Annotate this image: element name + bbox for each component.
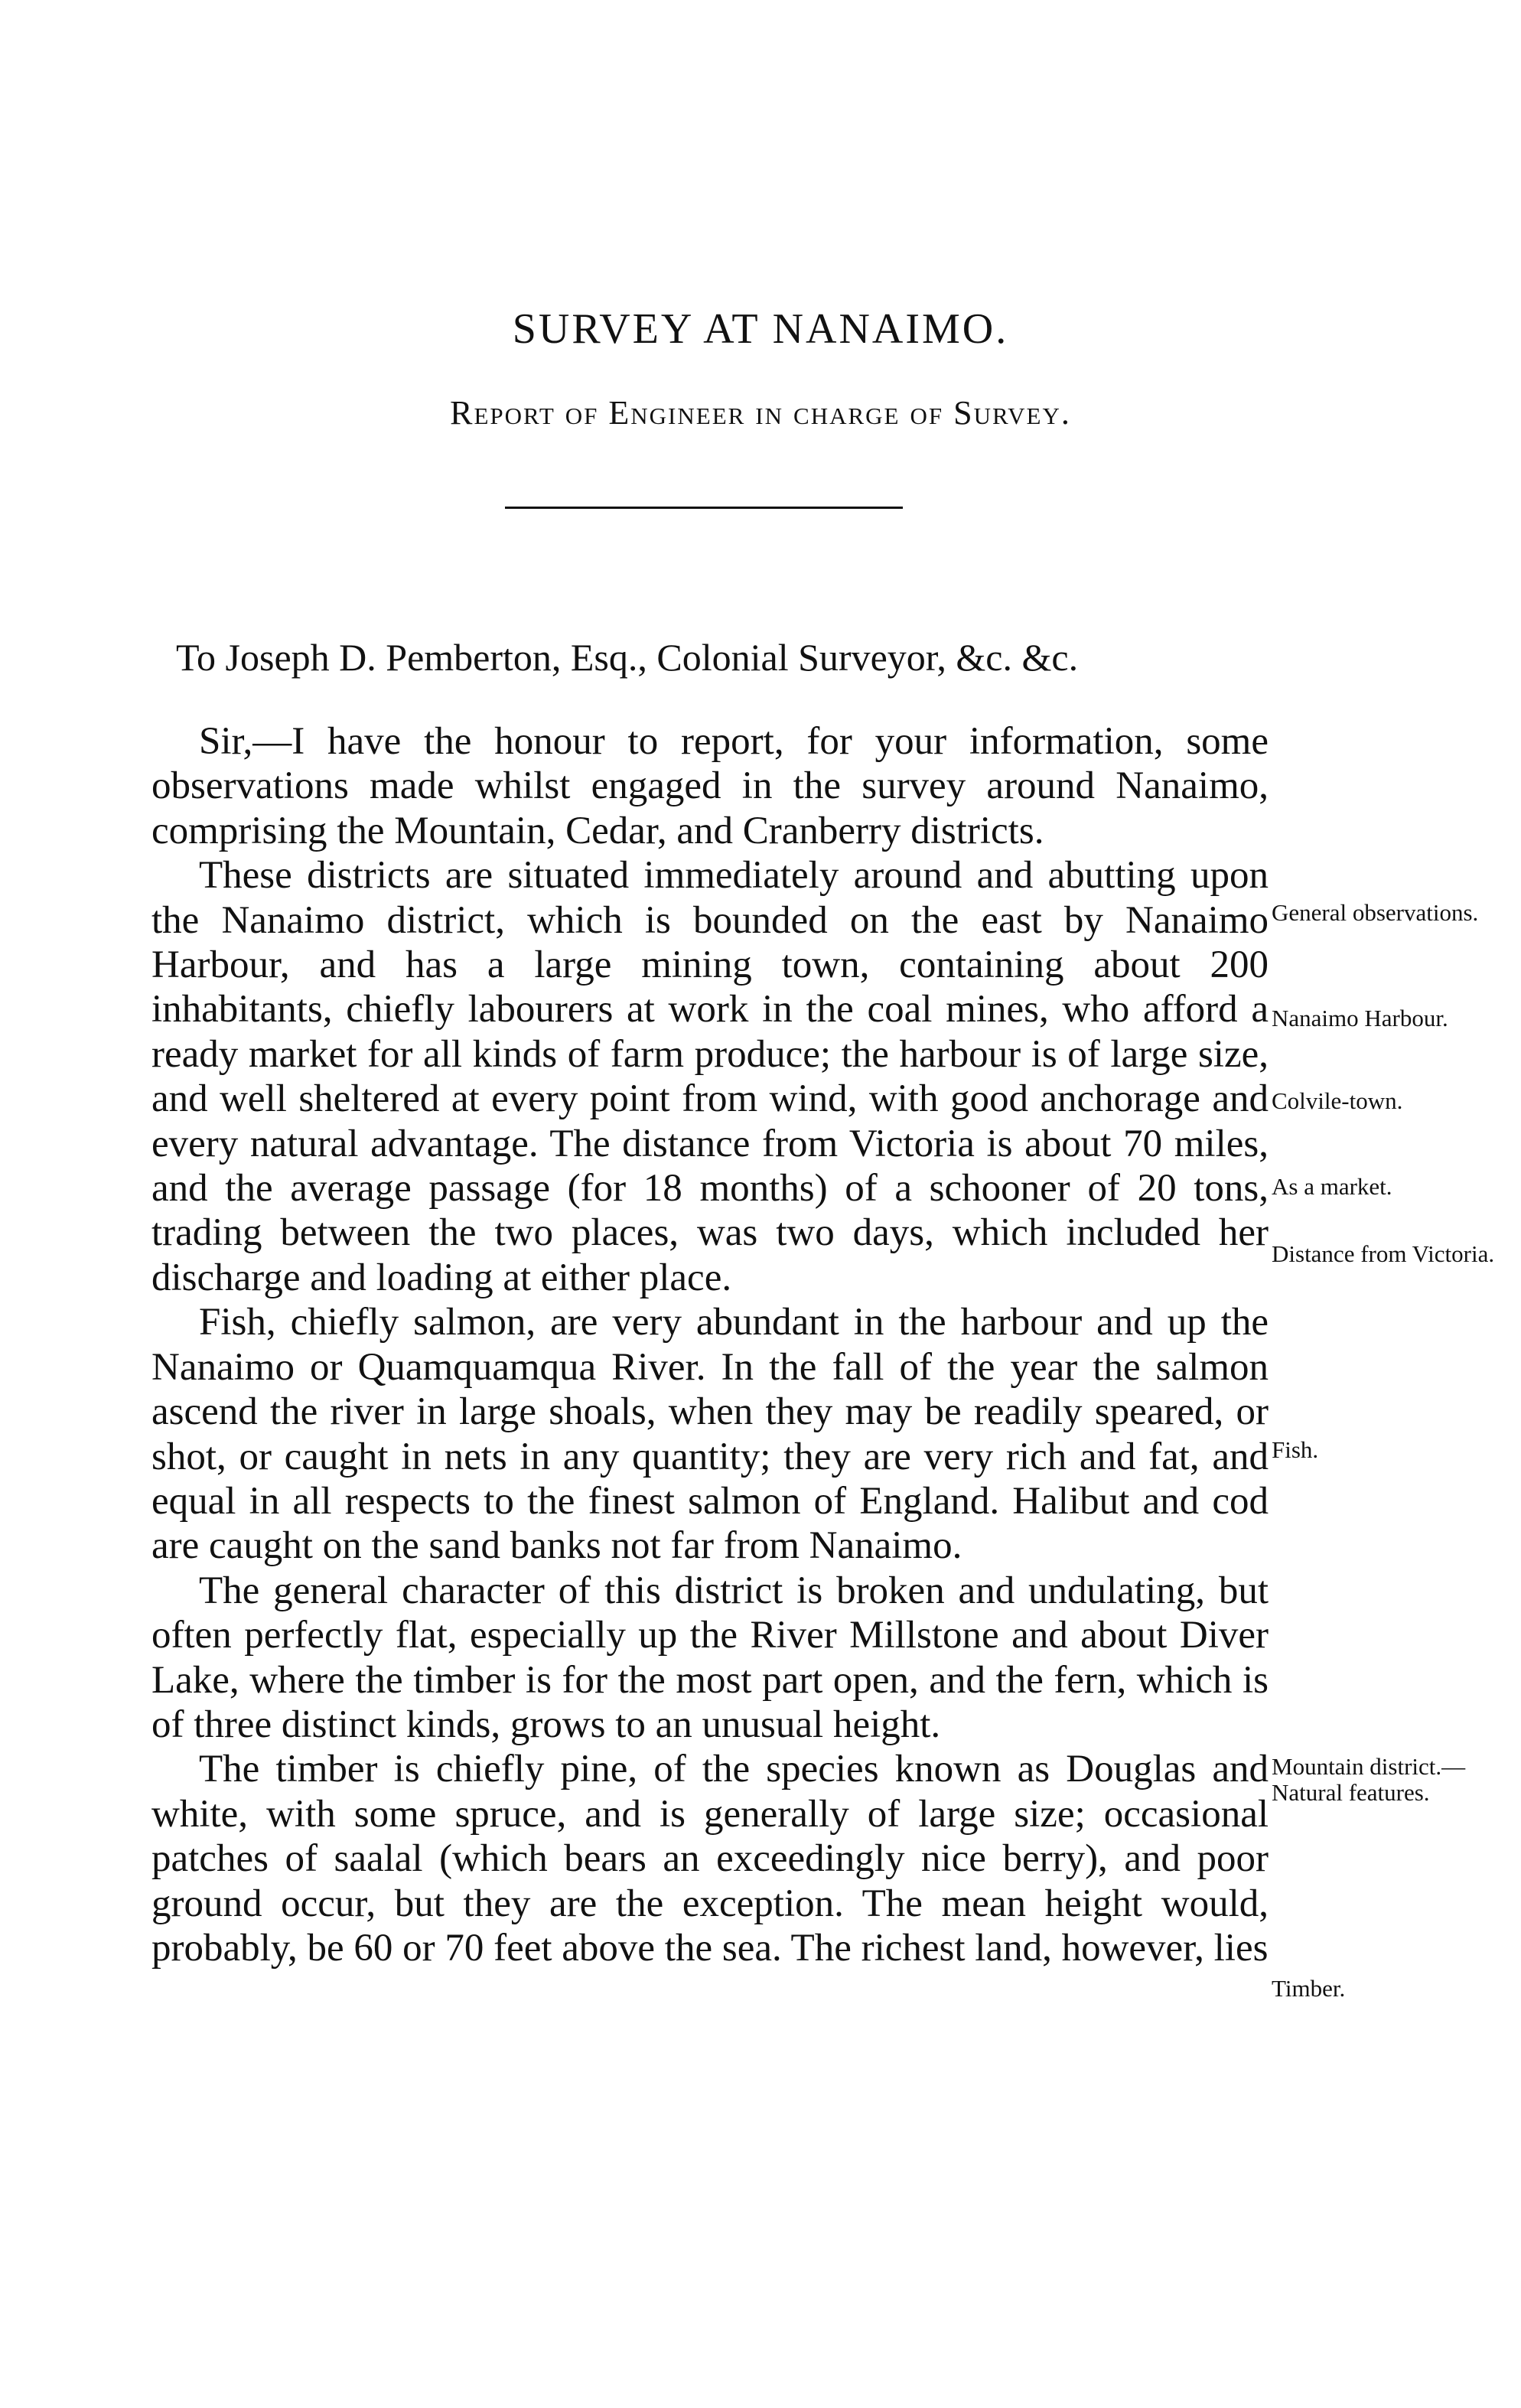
margin-note: Mountain district.— Natural features. [1272, 1753, 1466, 1806]
margin-note: Timber. [1272, 1975, 1346, 2002]
page-subtitle: Report of Engineer in charge of Survey. [450, 394, 1071, 432]
margin-note: Fish. [1272, 1436, 1319, 1463]
paragraph: Sir,—I have the honour to report, for your information, some observations made whilst engaged in the survey around Nanaimo, comprising the Mountain, Cedar, and Cranberry districts. [151, 720, 1269, 852]
paragraph: The timber is chiefly pine, of the species known as Douglas and white, with some spruce, and is generally of large size; occasional patches of saalal (which bears an exceedingly nice berry), and poor ground occur, but they are the exception. The mean height would, probably, be 60 or 70 feet above the sea. The richest land, however, lies [151, 1748, 1269, 1970]
letter-address: To Joseph D. Pemberton, Esq., Colonial Surveyor, &c. &c. [176, 636, 1079, 679]
margin-note: Nanaimo Harbour. [1272, 1005, 1448, 1031]
page-title: SURVEY AT NANAIMO. [512, 305, 1009, 353]
margin-note: General observations. [1272, 899, 1479, 926]
paragraph: Fish, chiefly salmon, are very abundant in the harbour and up the Nanaimo or Quamquamqua River. In the fall of the year the salmon ascend the river in large shoals, when they may be readily speared, or shot, or caught in nets in any quantity; they are very rich and fat, and equal in all respects to the finest salmon of England. Halibut and cod are caught on the sand banks not far from Nanaimo. [151, 1301, 1269, 1568]
title-rule [505, 507, 903, 509]
paragraph: The general character of this district is broken and undulating, but often perfectly flat, especially up the River Millstone and about Diver Lake, where the timber is for the most part open, and the fern, which is of three distinct kinds, grows to an unusual height. [151, 1569, 1269, 1746]
margin-note: Colvile-town. [1272, 1087, 1403, 1114]
margin-note: As a market. [1272, 1173, 1392, 1200]
margin-note: Distance from Victoria. [1272, 1240, 1495, 1267]
body-text [151, 719, 1269, 1970]
paragraph: These districts are situated immediately around and abutting upon the Nanaimo district, which is bounded on the east by Nanaimo Harbour, and has a large mining town, containing about 200 inhabitants, chiefly labourers at work in the coal mines, who afford a ready market for all kinds of farm produce; the harbour is of large size, and well sheltered at every point from wind, with good anchorage and every natural advantage. The distance from Victoria is about 70 miles, and the average passage (for 18 months) of a schooner of 20 tons, trading between the two places, was two days, which included her discharge and loading at either place. [151, 854, 1269, 1299]
